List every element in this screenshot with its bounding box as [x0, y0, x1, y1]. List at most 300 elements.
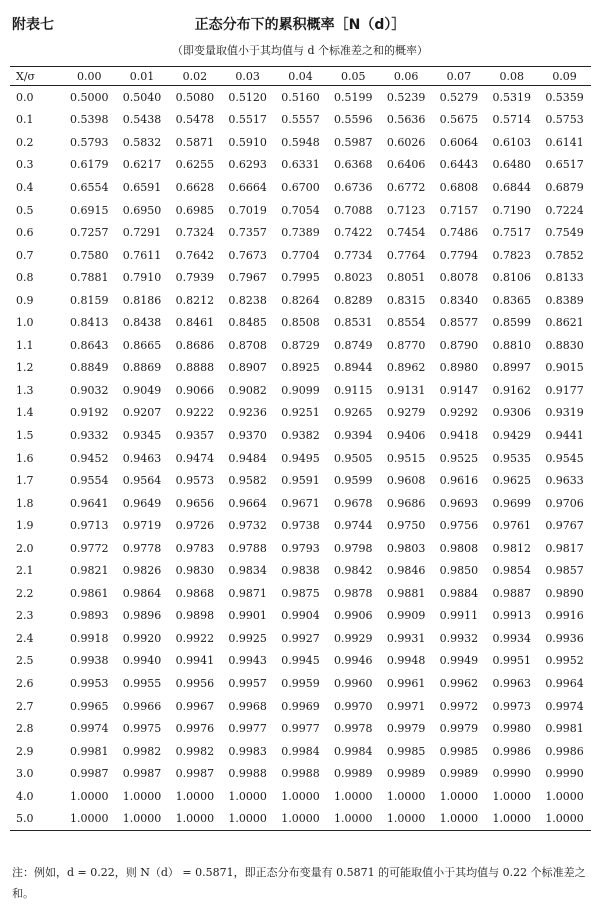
row-header-cell: 0.2	[16, 135, 34, 149]
table-row	[10, 808, 591, 831]
table-row	[10, 131, 591, 154]
table-cell: 0.9838	[281, 564, 320, 578]
table-cell: 0.9871	[228, 586, 267, 600]
table-cell: 0.8686	[175, 338, 215, 352]
table-cell: 1.0000	[439, 789, 479, 803]
table-cell: 0.9535	[492, 451, 531, 465]
appendix-label: 附表七	[12, 17, 54, 33]
table-cell: 0.7549	[545, 226, 584, 240]
table-cell: 0.9987	[69, 767, 109, 781]
table-cell: 0.9916	[545, 609, 584, 623]
table-cell: 0.9966	[122, 699, 162, 713]
table-cell: 0.9830	[175, 564, 215, 578]
table-cell: 0.7123	[386, 203, 426, 217]
table-cell: 0.9032	[69, 383, 109, 397]
footnote: 注：例如，d = 0.22，则 N（d） = 0.5871，即正态分布变量有 0.5871 的可能取值小于其均值与 0.22 个标准差之和。	[12, 866, 586, 900]
table-cell: 1.0000	[281, 789, 320, 803]
table-cell: 0.6064	[439, 135, 479, 149]
column-header: 0.09	[538, 67, 591, 86]
table-cell: 0.9960	[334, 676, 373, 690]
table-cell: 0.5753	[545, 113, 584, 127]
table-row	[10, 492, 591, 515]
table-cell: 0.9484	[228, 451, 267, 465]
table-cell: 0.6517	[545, 158, 584, 172]
table-cell: 0.9649	[122, 496, 162, 510]
table-row	[10, 514, 591, 537]
row-header-cell: 0.4	[16, 180, 34, 194]
table-cell: 0.5080	[175, 90, 215, 104]
table-cell: 0.9904	[281, 609, 320, 623]
table-cell: 0.8997	[492, 361, 531, 375]
table-row	[10, 109, 591, 132]
table-cell: 0.9394	[334, 428, 373, 442]
table-cell: 0.5478	[175, 113, 215, 127]
row-header-cell: 0.9	[16, 293, 34, 307]
table-cell: 0.9817	[545, 541, 584, 555]
table-cell: 0.7257	[69, 226, 109, 240]
table-cell: 0.8438	[122, 316, 162, 330]
table-cell: 0.9846	[386, 564, 426, 578]
table-row	[10, 289, 591, 312]
table-cell: 0.6179	[69, 158, 109, 172]
table-cell: 0.9978	[334, 722, 373, 736]
row-header-cell: 2.5	[16, 654, 34, 668]
table-row	[10, 244, 591, 267]
table-cell: 0.7794	[439, 248, 479, 262]
table-cell: 1.0000	[538, 808, 591, 831]
table-cell: 1.0000	[175, 789, 215, 803]
table-cell: 0.8729	[281, 338, 320, 352]
table-cell: 0.9803	[386, 541, 426, 555]
table-row	[10, 176, 591, 199]
table-cell: 0.8133	[545, 271, 584, 285]
table-cell: 0.9964	[545, 676, 584, 690]
table-cell: 0.9955	[122, 676, 162, 690]
table-cell: 0.9968	[228, 699, 267, 713]
table-cell: 0.5517	[228, 113, 267, 127]
column-header: 0.02	[168, 67, 221, 86]
table-cell: 0.9236	[228, 406, 267, 420]
row-header-cell: 1.8	[16, 496, 34, 510]
table-cell: 0.5199	[334, 90, 373, 104]
table-cell: 0.9591	[281, 474, 320, 488]
row-header-cell: 2.3	[16, 609, 34, 623]
row-header-cell: 2.6	[16, 676, 34, 690]
table-cell: 0.9147	[439, 383, 479, 397]
table-row	[10, 650, 591, 673]
table-cell: 0.9582	[228, 474, 267, 488]
table-cell: 0.7881	[69, 271, 109, 285]
table-cell: 0.9938	[69, 654, 109, 668]
table-cell: 0.9981	[69, 744, 109, 758]
table-cell: 0.9808	[439, 541, 479, 555]
table-cell: 0.6808	[439, 180, 479, 194]
table-cell: 0.9974	[69, 722, 109, 736]
table-cell: 0.5793	[69, 135, 109, 149]
table-cell: 0.8508	[281, 316, 320, 330]
table-row	[10, 740, 591, 763]
table-cell: 0.9918	[69, 631, 109, 645]
table-cell: 0.6664	[228, 180, 267, 194]
table-cell: 0.9953	[69, 676, 109, 690]
table-cell: 0.9429	[492, 428, 531, 442]
table-cell: 0.9616	[439, 474, 479, 488]
row-header-cell: 4.0	[16, 789, 34, 803]
table-cell: 0.6736	[334, 180, 373, 194]
table-header-row	[10, 67, 591, 86]
table-cell: 0.8461	[175, 316, 215, 330]
table-cell: 0.9406	[386, 428, 426, 442]
table-cell: 0.9713	[69, 519, 109, 533]
table-cell: 0.9719	[122, 519, 162, 533]
table-cell: 0.9982	[122, 744, 162, 758]
table-cell: 0.8106	[492, 271, 531, 285]
column-header: 0.07	[433, 67, 486, 86]
table-cell: 0.9936	[545, 631, 584, 645]
table-cell: 0.9959	[281, 676, 320, 690]
table-cell: 0.5000	[69, 90, 109, 104]
table-cell: 0.9370	[228, 428, 267, 442]
table-cell: 0.6331	[281, 158, 320, 172]
table-cell: 0.9893	[69, 609, 109, 623]
row-header-cell: 2.0	[16, 541, 34, 555]
table-cell: 0.6217	[122, 158, 162, 172]
table-cell: 0.7580	[69, 248, 109, 262]
table-cell: 0.9345	[122, 428, 162, 442]
table-cell: 0.9633	[545, 474, 584, 488]
table-cell: 0.9898	[175, 609, 215, 623]
row-header-cell: 3.0	[16, 767, 34, 781]
table-cell: 0.7088	[334, 203, 373, 217]
table-row	[10, 424, 591, 447]
table-cell: 0.9974	[545, 699, 584, 713]
table-cell: 0.6293	[228, 158, 267, 172]
table-cell: 0.9985	[386, 744, 426, 758]
table-cell: 0.9857	[545, 564, 584, 578]
table-cell: 0.7486	[439, 226, 479, 240]
table-cell: 0.9984	[334, 744, 373, 758]
table-cell: 0.7734	[334, 248, 373, 262]
table-cell: 0.8051	[386, 271, 426, 285]
table-cell: 0.9864	[122, 586, 162, 600]
column-header: 0.00	[63, 67, 116, 86]
table-cell: 1.0000	[334, 789, 373, 803]
table-cell: 0.8980	[439, 361, 479, 375]
table-cell: 0.5160	[281, 90, 320, 104]
table-cell: 0.9986	[545, 744, 584, 758]
table-cell: 0.9222	[175, 406, 215, 420]
table-cell: 0.9826	[122, 564, 162, 578]
table-cell: 0.7642	[175, 248, 215, 262]
table-cell: 0.9850	[439, 564, 479, 578]
table-cell: 0.9956	[175, 676, 215, 690]
table-cell: 0.5279	[439, 90, 479, 104]
row-header-cell: 0.5	[16, 203, 34, 217]
table-cell: 1.0000	[69, 789, 109, 803]
row-header-cell: 1.3	[16, 383, 34, 397]
table-cell: 0.7422	[334, 226, 373, 240]
table-cell: 0.9192	[69, 406, 109, 420]
table-cell: 0.9515	[386, 451, 426, 465]
table-cell: 0.9554	[69, 474, 109, 488]
column-header: 0.06	[380, 67, 433, 86]
table-row	[10, 785, 591, 808]
table-cell: 0.9949	[439, 654, 479, 668]
table-cell: 1.0000	[221, 808, 274, 831]
table-cell: 0.5557	[281, 113, 320, 127]
table-cell: 0.8340	[439, 293, 479, 307]
table-cell: 0.9049	[122, 383, 162, 397]
row-header-cell: 2.1	[16, 564, 34, 578]
table-cell: 0.7517	[492, 226, 531, 240]
table-cell: 0.8830	[545, 338, 584, 352]
table-cell: 1.0000	[116, 808, 169, 831]
table-cell: 0.9990	[492, 767, 531, 781]
row-header-cell: 1.0	[16, 316, 34, 330]
column-header: 0.01	[116, 67, 169, 86]
table-cell: 0.8810	[492, 338, 531, 352]
table-cell: 0.9115	[334, 383, 373, 397]
table-cell: 0.9981	[545, 722, 584, 736]
table-cell: 0.8078	[439, 271, 479, 285]
table-cell: 0.6255	[175, 158, 215, 172]
table-cell: 0.9977	[228, 722, 267, 736]
column-header: 0.03	[221, 67, 274, 86]
table-cell: 0.5359	[545, 90, 584, 104]
table-cell: 0.7611	[122, 248, 162, 262]
table-cell: 0.6103	[492, 135, 531, 149]
page-subtitle: （即变量取值小于其均值与 d 个标准差之和的概率）	[171, 44, 429, 57]
table-cell: 0.9890	[545, 586, 584, 600]
table-cell: 0.9207	[122, 406, 162, 420]
table-cell: 0.6480	[492, 158, 531, 172]
table-cell: 0.9987	[122, 767, 162, 781]
row-header-cell: 1.4	[16, 406, 34, 420]
table-row	[10, 717, 591, 740]
table-cell: 0.9868	[175, 586, 215, 600]
row-header-cell: 1.9	[16, 519, 34, 533]
table-cell: 0.9066	[175, 383, 215, 397]
table-cell: 0.5714	[492, 113, 531, 127]
table-cell: 0.9505	[334, 451, 373, 465]
table-cell: 0.9357	[175, 428, 215, 442]
table-cell: 0.5596	[334, 113, 373, 127]
table-cell: 0.9767	[545, 519, 584, 533]
table-cell: 0.9162	[492, 383, 531, 397]
table-cell: 0.9099	[281, 383, 320, 397]
row-header-cell: 0.8	[16, 271, 34, 285]
table-cell: 0.8389	[545, 293, 584, 307]
table-row	[10, 357, 591, 380]
table-cell: 0.9986	[492, 744, 531, 758]
table-cell: 0.9943	[228, 654, 267, 668]
table-cell: 0.9896	[122, 609, 162, 623]
table-cell: 0.9744	[334, 519, 373, 533]
table-cell: 0.6026	[386, 135, 426, 149]
row-header-cell: 2.9	[16, 744, 34, 758]
table-cell: 0.9656	[175, 496, 215, 510]
table-cell: 0.9971	[386, 699, 426, 713]
table-cell: 0.9671	[281, 496, 320, 510]
table-cell: 0.9920	[122, 631, 162, 645]
table-cell: 0.9875	[281, 586, 320, 600]
table-cell: 0.5910	[228, 135, 267, 149]
table-cell: 0.9279	[386, 406, 426, 420]
table-cell: 0.9925	[228, 631, 267, 645]
table-cell: 1.0000	[122, 789, 162, 803]
table-cell: 0.9967	[175, 699, 215, 713]
table-cell: 0.8925	[281, 361, 320, 375]
table-cell: 0.8023	[334, 271, 373, 285]
table-cell: 0.5948	[281, 135, 320, 149]
table-cell: 0.9798	[334, 541, 373, 555]
row-header-cell: 0.6	[16, 226, 34, 240]
row-header-cell: 1.5	[16, 428, 34, 442]
table-cell: 0.9931	[386, 631, 426, 645]
table-cell: 0.9664	[228, 496, 267, 510]
table-cell: 0.9963	[492, 676, 531, 690]
table-cell: 0.9306	[492, 406, 531, 420]
table-cell: 0.9082	[228, 383, 267, 397]
row-header-cell: 2.2	[16, 586, 34, 600]
table-cell: 0.9732	[228, 519, 267, 533]
table-cell: 0.9922	[175, 631, 215, 645]
table-cell: 0.8159	[69, 293, 109, 307]
table-cell: 0.6141	[545, 135, 584, 149]
table-cell: 0.9545	[545, 451, 584, 465]
table-cell: 1.0000	[380, 808, 433, 831]
table-cell: 0.9726	[175, 519, 215, 533]
row-header-cell: 1.6	[16, 451, 34, 465]
table-row	[10, 266, 591, 289]
table-cell: 0.9989	[439, 767, 479, 781]
table-cell: 0.9686	[386, 496, 426, 510]
table-cell: 0.5120	[228, 90, 267, 104]
table-cell: 1.0000	[168, 808, 221, 831]
table-cell: 0.9979	[386, 722, 426, 736]
table-cell: 0.9608	[386, 474, 426, 488]
table-row	[10, 695, 591, 718]
row-header-cell: 1.1	[16, 338, 34, 352]
table-cell: 0.7939	[175, 271, 215, 285]
table-cell: 0.5438	[122, 113, 162, 127]
table-cell: 0.9564	[122, 474, 162, 488]
page-title: 正态分布下的累积概率［N（d）］	[194, 17, 406, 33]
row-header-cell: 0.7	[16, 248, 34, 262]
table-row	[10, 605, 591, 628]
table-cell: 0.7357	[228, 226, 267, 240]
table-cell: 0.9693	[439, 496, 479, 510]
table-cell: 0.9927	[281, 631, 320, 645]
table-cell: 0.7190	[492, 203, 531, 217]
table-cell: 1.0000	[492, 789, 531, 803]
table-cell: 0.9772	[69, 541, 109, 555]
table-cell: 0.8770	[386, 338, 426, 352]
table-row	[10, 559, 591, 582]
row-header-cell: 5.0	[10, 808, 63, 831]
table-cell: 0.7389	[281, 226, 320, 240]
table-cell: 0.5832	[122, 135, 162, 149]
table-row	[10, 672, 591, 695]
table-row	[10, 379, 591, 402]
table-cell: 0.8643	[69, 338, 109, 352]
table-cell: 0.9887	[492, 586, 531, 600]
table-cell: 0.9980	[492, 722, 531, 736]
table-cell: 1.0000	[63, 808, 116, 831]
table-cell: 0.9812	[492, 541, 531, 555]
table-cell: 0.8212	[175, 293, 215, 307]
table-row	[10, 627, 591, 650]
table-cell: 0.7704	[281, 248, 320, 262]
table-cell: 0.8708	[228, 338, 267, 352]
table-cell: 0.9756	[439, 519, 479, 533]
table-cell: 0.9983	[228, 744, 267, 758]
table-cell: 1.0000	[545, 789, 584, 803]
table-cell: 0.7454	[386, 226, 426, 240]
table-cell: 0.9951	[492, 654, 531, 668]
row-header-cell: 2.7	[16, 699, 34, 713]
table-cell: 0.6772	[386, 180, 426, 194]
table-cell: 0.6844	[492, 180, 531, 194]
table-cell: 0.7823	[492, 248, 531, 262]
table-cell: 0.9573	[175, 474, 215, 488]
table-cell: 0.9861	[69, 586, 109, 600]
row-header-cell: 2.8	[16, 722, 34, 736]
table-cell: 0.6985	[175, 203, 215, 217]
table-cell: 0.9793	[281, 541, 320, 555]
table-cell: 0.8962	[386, 361, 426, 375]
table-cell: 0.8665	[122, 338, 162, 352]
cumulative-probability-table	[10, 66, 591, 831]
table-cell: 0.6915	[69, 203, 109, 217]
table-cell: 0.9932	[439, 631, 479, 645]
table-cell: 0.7224	[545, 203, 584, 217]
row-header-cell: 0.0	[16, 90, 34, 104]
table-cell: 0.9988	[228, 767, 267, 781]
table-row	[10, 402, 591, 425]
column-header: 0.05	[327, 67, 380, 86]
table-cell: 0.9989	[334, 767, 373, 781]
table-cell: 0.9965	[69, 699, 109, 713]
table-cell: 0.9929	[334, 631, 373, 645]
table-cell: 0.6950	[122, 203, 162, 217]
table-cell: 0.9934	[492, 631, 531, 645]
table-cell: 0.8554	[386, 316, 426, 330]
table-cell: 0.9969	[281, 699, 320, 713]
row-header-cell: 1.2	[16, 361, 34, 375]
table-cell: 0.8413	[69, 316, 109, 330]
table-cell: 0.9913	[492, 609, 531, 623]
table-cell: 0.7291	[122, 226, 162, 240]
table-cell: 0.9788	[228, 541, 267, 555]
table-cell: 0.7764	[386, 248, 426, 262]
probability-table-container	[10, 66, 591, 831]
table-row	[10, 86, 591, 109]
table-cell: 1.0000	[433, 808, 486, 831]
table-cell: 0.8531	[334, 316, 373, 330]
row-header-cell: 0.3	[16, 158, 34, 172]
table-cell: 0.8365	[492, 293, 531, 307]
table-cell: 0.5319	[492, 90, 531, 104]
table-cell: 1.0000	[485, 808, 538, 831]
table-cell: 0.8577	[439, 316, 479, 330]
table-cell: 0.9985	[439, 744, 479, 758]
table-cell: 0.5987	[334, 135, 373, 149]
table-row	[10, 447, 591, 470]
table-cell: 0.6368	[334, 158, 373, 172]
table-row	[10, 199, 591, 222]
table-row	[10, 334, 591, 357]
